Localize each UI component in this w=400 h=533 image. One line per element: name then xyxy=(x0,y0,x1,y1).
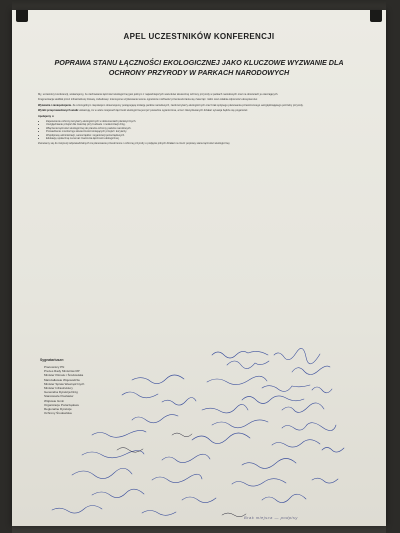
list-item: Starostowie Powiatów xyxy=(44,394,74,399)
list-item: Prezes Rady Ministrów RP xyxy=(44,369,80,374)
list-item: • Uwzględnianie przejść dla zwierząt przy budowie i modernizacji dróg. xyxy=(46,123,363,126)
appeal-poster xyxy=(12,10,386,526)
list-item: Pracownicy PN xyxy=(44,365,65,369)
list-item: • Włączenie łączności ekologicznej do planów ochrony parków narodowych. xyxy=(46,127,363,130)
intro-paragraph: My, uczestnicy konferencji, wskazujemy, że zachowanie łączności ekologicznej jest jednym z najważniejszych warunków skutecznej ochrony przyrody w parkach narodowych oraz na obszarach je otaczających. xyxy=(38,93,279,96)
list-item: • Zapewnienie ochrony korytarzy ekologicznych w dokumentach planistycznych. xyxy=(46,120,363,123)
intro-paragraph: Fragmentacja siedlisk przez infrastrukturę liniową, zabudowę i intensywne użytkowanie terenu ogranicza możliwość przemieszczania się zwierząt i roślin oraz osłabia odporność ekosystemów. xyxy=(38,98,258,102)
list-item: Minister Spraw Wewnętrznych xyxy=(44,381,85,386)
list-item: • Edukację społeczną na temat znaczenia łączności ekologicznej. xyxy=(46,137,363,140)
section-text: Ze szczególnym niepokojem obserwujemy postępującą izolację parków narodowych, zanik korytarzy ekologicznych oraz brak spójnego planowania przestrzennego uwzględniającego potrzeby przyrody. xyxy=(72,103,304,107)
section-heading: Wyniki przeprowadzonych analiz xyxy=(38,109,79,113)
closing-paragraph: Zwracamy się do instytucji odpowiedzialnych za planowanie przestrzenne i ochronę przyrody o podjęcie pilnych działań na rzecz poprawy stanu łączności ekologicznej. xyxy=(38,142,231,146)
list-item: Generalna Dyrekcja Dróg xyxy=(44,390,78,395)
wall-left xyxy=(0,0,12,533)
list-item: Wójtowie Gmin xyxy=(44,398,65,403)
section-heading: Apelujemy o: xyxy=(38,114,55,118)
list-item: • Prowadzenie monitoringu skuteczności istniejących przejść i korytarzy. xyxy=(46,130,363,133)
section-text: wskazują, że w wielu miejscach łączność ekologiczna jest już poważnie ograniczona, a bez zdecydowanych działań sytuacja będzie się pogarszać. xyxy=(79,109,249,113)
list-item: Marszałkowie Województw xyxy=(44,377,80,382)
list-item: Ochrony Środowiska xyxy=(44,411,72,416)
poster-header: APEL UCZESTNIKÓW KONFERENCJI xyxy=(123,32,275,41)
list-item: Minister Klimatu i Środowiska xyxy=(44,373,84,378)
signatories-label: Sygnatariusze: xyxy=(40,358,65,362)
list-item: Organizacje Pozarządowe xyxy=(44,402,80,407)
wall-right xyxy=(386,0,400,533)
footer-handwritten-note: Brak miejsca — podpisy xyxy=(244,515,298,520)
handwritten-signatures xyxy=(12,10,386,526)
poster-title: POPRAWA STANU ŁĄCZNOŚCI EKOLOGICZNEJ JAKO KLUCZOWE WYZWANIE DLA OCHRONY PRZYRODY W PARKACH NARODOWYCH xyxy=(54,58,344,77)
section-heading: Wyzwania i zaniepokojenie. xyxy=(38,103,72,107)
list-item: Regionalne Dyrekcje xyxy=(44,407,72,412)
list-item: Minister Infrastruktury xyxy=(44,386,73,391)
list-item: • Współpracę administracji, samorządów i organizacji pozarządowych. xyxy=(46,134,363,137)
